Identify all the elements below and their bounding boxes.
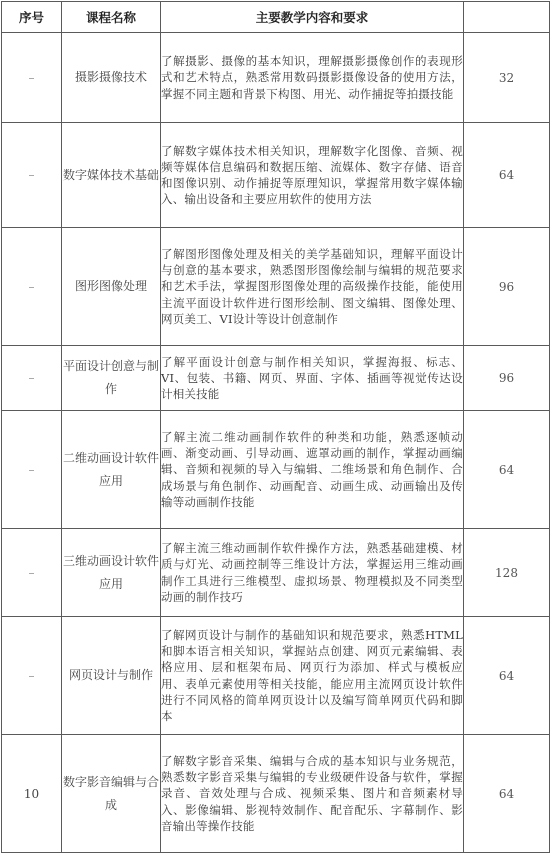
row-index: [2, 411, 62, 529]
table-row: [2, 617, 550, 735]
index-dash: [29, 676, 34, 677]
course-description: 了解图形图像处理及相关的美学基础知识，理解平面设计与创意的基本要求，熟悉图形图像绘制与编辑的规范要求和艺术手法，掌握图形图像处理的高级操作技能，能使用主流平面设计软件进行图形绘制、图文编辑、图像处理、网页美工、VI设计等设计创意制作: [161, 228, 464, 346]
course-hours: 64: [464, 617, 550, 735]
course-description: 了解平面设计创意与制作相关知识，掌握海报、标志、VI、包装、书籍、网页、界面、字体、插画等视觉传达设计相关技能: [161, 346, 464, 411]
header-hours: [464, 2, 550, 33]
row-index: 10: [2, 735, 62, 853]
table-row: [2, 33, 550, 123]
course-description: 了解网页设计与制作的基础知识和规范要求，熟悉HTML和脚本语言相关知识，掌握站点创建、网页元素编辑、表格应用、层和框架布局、网页行为添加、样式与模板应用、表单元素使用等相关技能，能应用主流网页设计软件进行不同风格的简单网页设计以及编写简单网页代码和脚本: [161, 617, 464, 735]
row-index: [2, 228, 62, 346]
index-dash: [29, 573, 34, 574]
table-row: [2, 228, 550, 346]
curriculum-table: [1, 1, 550, 853]
header-course-name: 课程名称: [62, 2, 161, 33]
course-name: 平面设计创意与制作: [62, 346, 161, 411]
course-description: 了解摄影、摄像的基本知识，理解摄影摄像创作的表现形式和艺术特点，熟悉常用数码摄影摄像设备的使用方法，掌握不同主题和背景下构图、用光、动作捕捉等拍摄技能: [161, 33, 464, 123]
index-dash: [29, 78, 34, 79]
curriculum-page: [1, 1, 549, 833]
header-index: 序号: [2, 2, 62, 33]
row-index: [2, 617, 62, 735]
table-row: [2, 529, 550, 617]
course-description: 了解主流三维动画制作软件操作方法，熟悉基础建模、材质与灯光、动画控制等三维设计方法，掌握运用三维动画制作工具进行三维模型、虚拟场景、物理模拟及不同类型动画的制作技巧: [161, 529, 464, 617]
table-row: [2, 346, 550, 411]
table-row: [2, 735, 550, 853]
course-name: 数字媒体技术基础: [62, 123, 161, 228]
course-hours: 96: [464, 346, 550, 411]
course-hours: 64: [464, 735, 550, 853]
row-index: [2, 123, 62, 228]
course-description: 了解主流二维动画制作软件的种类和功能，熟悉逐帧动画、渐变动画、引导动画、遮罩动画的制作，掌握动画编辑、音频和视频的导入与编辑、二维场景和角色制作、合成场景与角色制作、动画配音、动画生成、动画输出及传输等动画制作技能: [161, 411, 464, 529]
index-dash: [29, 470, 34, 471]
course-description: 了解数字影音采集、编辑与合成的基本知识与业务规范，熟悉数字影音采集与编辑的专业级硬件设备与软件，掌握录音、音效处理与合成、视频采集、图片和音频素材导入、影像编辑、影视特效制作、配音配乐、字幕制作、影音输出等操作技能: [161, 735, 464, 853]
course-name: 数字影音编辑与合成: [62, 735, 161, 853]
course-hours: 64: [464, 123, 550, 228]
index-dash: [29, 378, 34, 379]
index-dash: [29, 287, 34, 288]
table-header-row: [2, 2, 550, 33]
course-hours: 96: [464, 228, 550, 346]
course-name: 二维动画设计软件应用: [62, 411, 161, 529]
table-row: [2, 123, 550, 228]
course-description: 了解数字媒体技术相关知识，理解数字化图像、音频、视频等媒体信息编码和数据压缩、流媒体、数字存储、语音和图像识别、动作捕捉等原理知识，掌握常用数字媒体输入、输出设备和主要应用软件的使用方法: [161, 123, 464, 228]
course-hours: 128: [464, 529, 550, 617]
course-name: 三维动画设计软件应用: [62, 529, 161, 617]
course-name: 摄影摄像技术: [62, 33, 161, 123]
header-content: 主要教学内容和要求: [161, 2, 464, 33]
course-name: 网页设计与制作: [62, 617, 161, 735]
course-name: 图形图像处理: [62, 228, 161, 346]
index-dash: [29, 175, 34, 176]
table-row: [2, 411, 550, 529]
row-index: [2, 33, 62, 123]
course-hours: 64: [464, 411, 550, 529]
row-index: [2, 529, 62, 617]
course-hours: 32: [464, 33, 550, 123]
row-index: [2, 346, 62, 411]
